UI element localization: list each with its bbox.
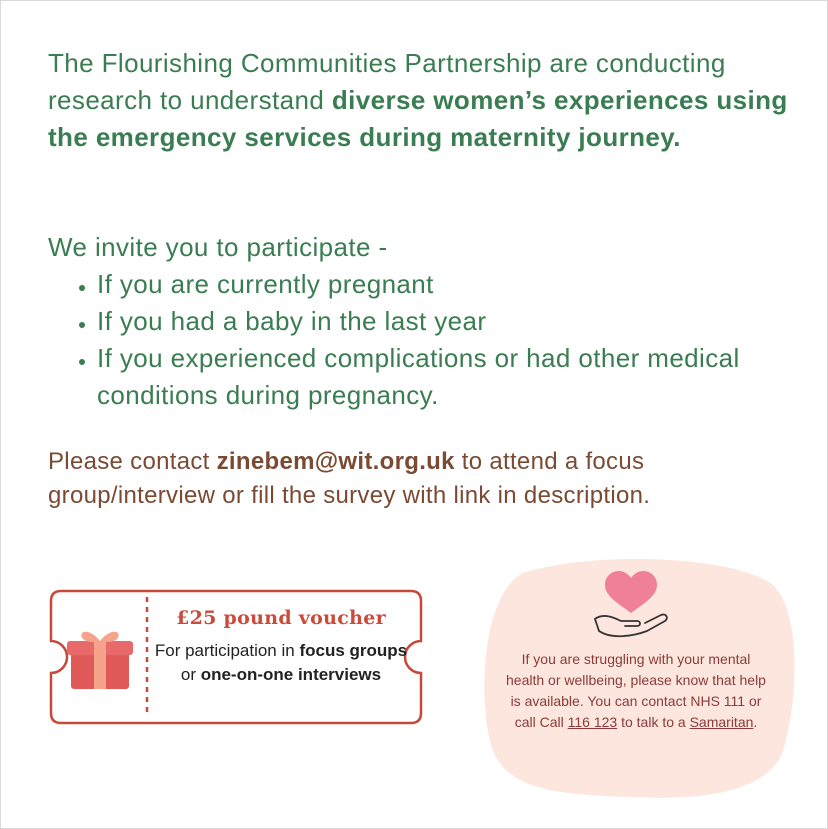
voucher-body-prefix: For participation in bbox=[154, 641, 300, 660]
contact-paragraph bbox=[48, 445, 788, 513]
intro-bold-text: diverse women’s experiences using the emergency services during maternity journey. bbox=[48, 85, 788, 152]
contact-email-link[interactable]: zinebem@wit.org.uk bbox=[216, 448, 455, 475]
list-item: • If you experienced complications or had other medical conditions during pregnancy. bbox=[97, 340, 788, 414]
voucher-ticket bbox=[49, 589, 423, 725]
invite-heading: We invite you to participate - bbox=[48, 232, 388, 262]
help-message bbox=[501, 649, 771, 733]
voucher-bold-interviews: one-on-one interviews bbox=[200, 665, 382, 684]
samaritan-link[interactable]: Samaritan bbox=[689, 714, 754, 730]
gift-icon bbox=[65, 625, 135, 691]
voucher-body-middle: or bbox=[180, 665, 201, 684]
voucher-title: £25 pound voucher bbox=[176, 607, 386, 629]
heart-in-hand-icon bbox=[591, 569, 671, 641]
help-text-2: to talk to a bbox=[617, 714, 690, 730]
eligibility-list bbox=[48, 266, 788, 414]
contact-suffix: to attend a focus group/interview or fill the survey with link in description. bbox=[48, 448, 651, 509]
contact-prefix: Please contact bbox=[48, 448, 217, 475]
list-item: • If you had a baby in the last year bbox=[97, 303, 788, 340]
invite-section bbox=[48, 229, 788, 414]
samaritans-phone-link[interactable]: 116 123 bbox=[567, 714, 618, 730]
voucher-body bbox=[153, 639, 409, 687]
intro-paragraph bbox=[48, 45, 788, 156]
voucher-bold-focus-groups: focus groups bbox=[299, 641, 408, 660]
intro-text: The Flourishing Communities Partnership are conducting research to understand bbox=[48, 48, 726, 115]
help-text-1: If you are struggling with your mental health or wellbeing, please know that help is available. You can contact NHS 111 or call Call bbox=[506, 651, 766, 730]
list-item: • If you are currently pregnant bbox=[97, 266, 788, 303]
help-text-3: . bbox=[753, 714, 758, 730]
